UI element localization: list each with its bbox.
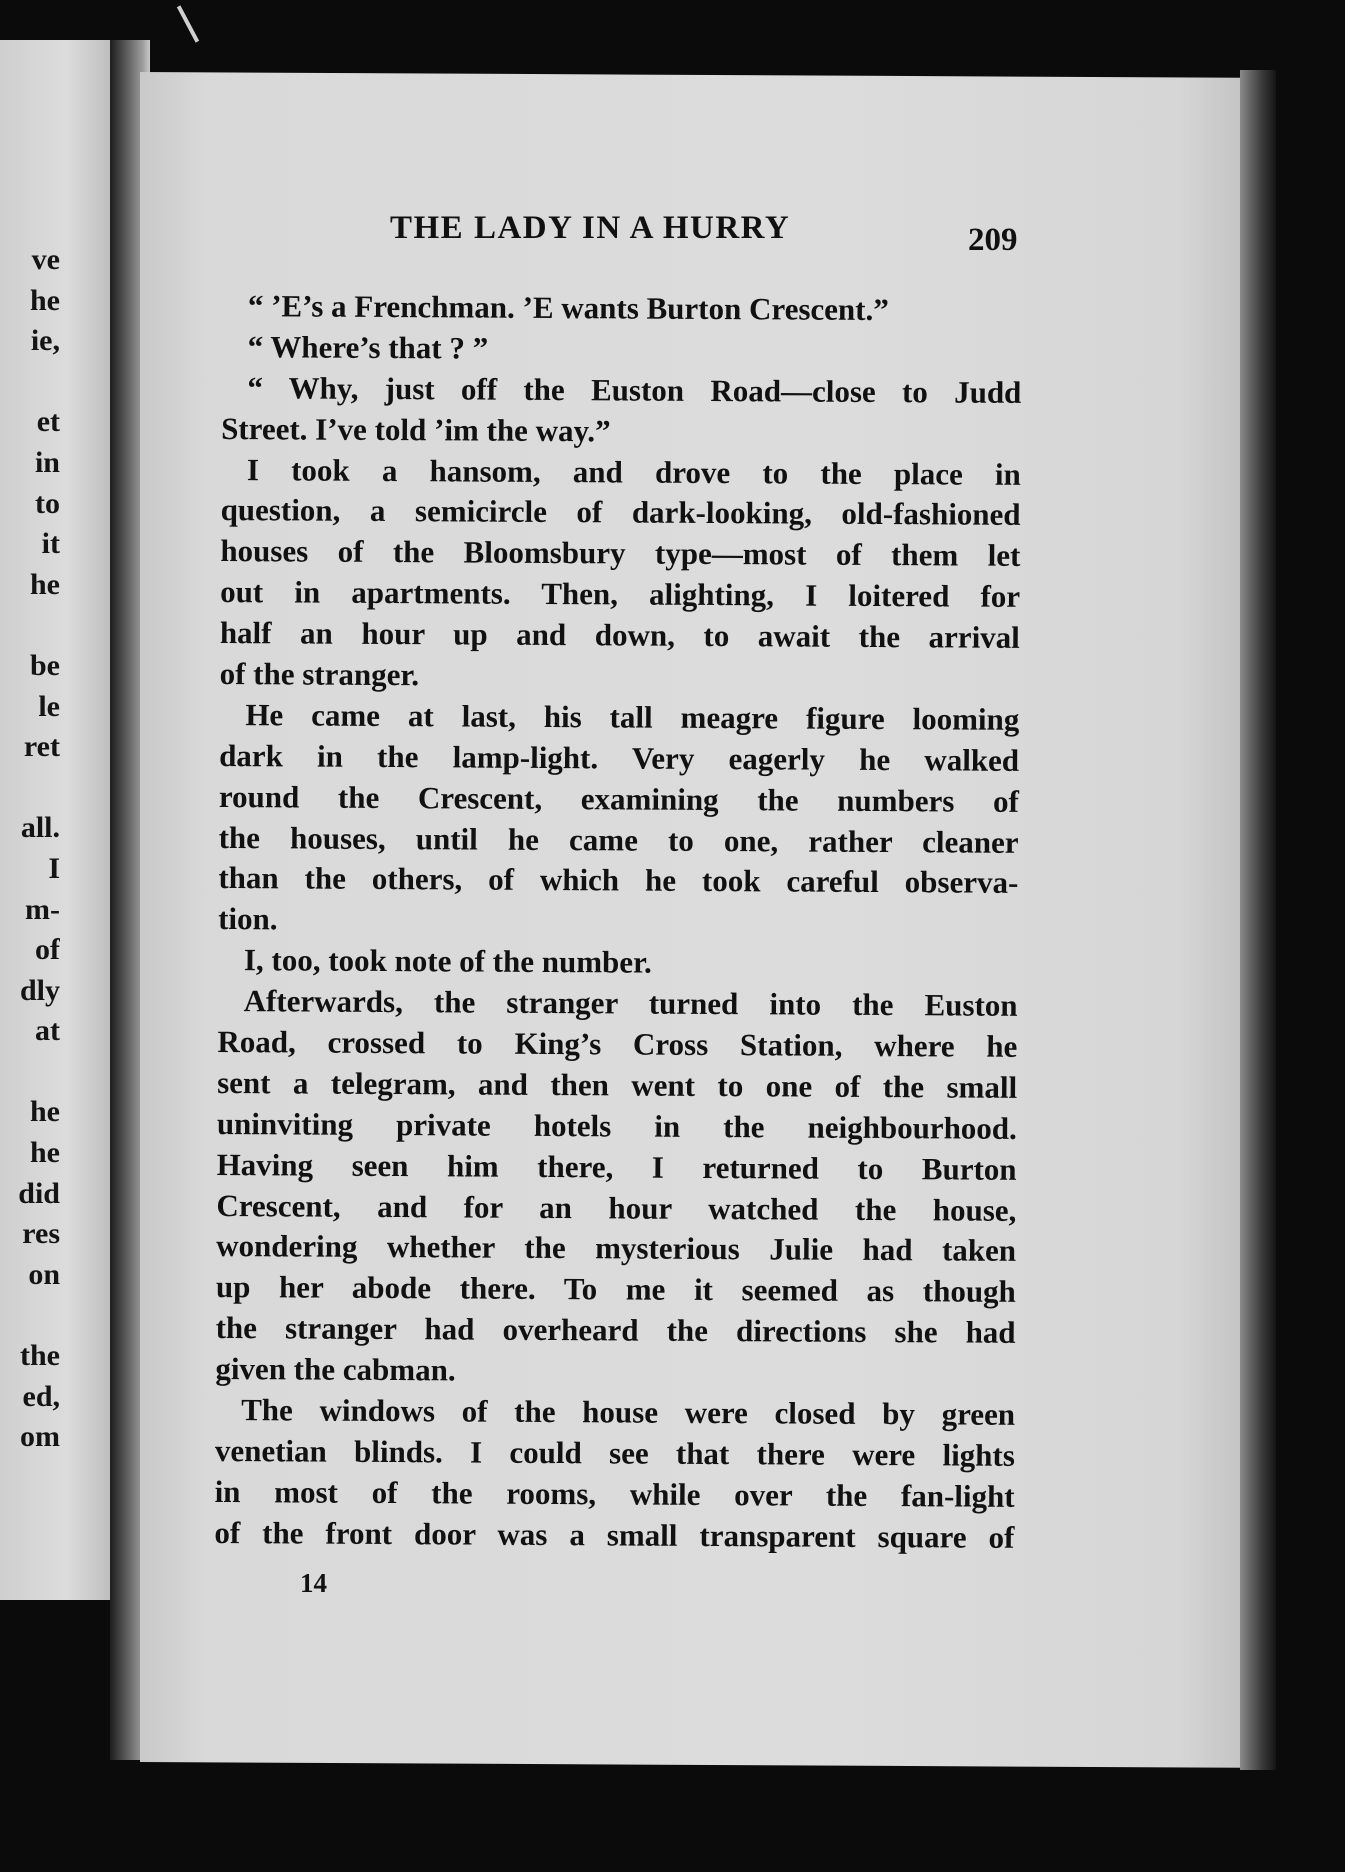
left-fragment	[0, 362, 60, 403]
running-head: THE LADY IN A HURRY	[390, 210, 791, 246]
text-line: in most of the rooms, while over the fan-light	[214, 1473, 1015, 1514]
text-line: given the cabman.	[215, 1351, 456, 1388]
left-fragment	[0, 605, 60, 646]
left-fragment: all.	[20, 811, 60, 845]
left-fragment: dly	[19, 973, 60, 1007]
text-line: of the stranger.	[219, 656, 420, 693]
text-line: “ Where’s that ? ”	[247, 329, 489, 366]
left-fragment: of	[35, 933, 60, 967]
left-fragment: ie,	[30, 324, 60, 358]
left-fragment	[0, 1052, 60, 1093]
text-line: up her abode there. To me it seemed as though	[215, 1269, 1016, 1310]
left-fragment: it	[41, 527, 60, 561]
text-line: Road, crossed to King’s Cross Station, where he	[217, 1024, 1018, 1064]
left-fragment: the	[20, 1339, 60, 1373]
text-line: houses of the Bloomsbury type—most of them let	[220, 533, 1021, 574]
left-fragment: he	[30, 1095, 60, 1129]
left-fragment: le	[38, 689, 60, 723]
text-line: Street. I’ve told ’im the way.”	[221, 410, 611, 449]
left-fragment: he	[30, 283, 60, 317]
left-fragment: at	[35, 1014, 60, 1048]
text-line: than the others, of which he took careful observa-	[218, 860, 1019, 901]
left-fragment: I	[48, 851, 60, 885]
text-line: of the front door was a small transparent square of	[214, 1514, 1015, 1555]
scan-mark	[177, 5, 199, 42]
left-fragment: he	[30, 1136, 60, 1170]
text-line: The windows of the house were closed by green	[241, 1392, 1016, 1432]
text-line: Crescent, and for an hour watched the house,	[216, 1187, 1017, 1228]
text-line: out in apartments. Then, alighting, I loitered for	[220, 574, 1021, 615]
left-fragment	[0, 768, 60, 809]
text-line: I, too, took note of the number.	[243, 942, 652, 980]
left-page-text-fragments	[0, 240, 60, 1458]
page-number: 209	[968, 222, 1018, 258]
text-line: tion.	[218, 901, 278, 937]
left-fragment: et	[36, 405, 60, 439]
text-line: dark in the lamp-light. Very eagerly he walked	[219, 737, 1020, 778]
left-fragment: to	[35, 486, 60, 520]
text-line: He came at last, his tall meagre figure looming	[245, 697, 1020, 737]
text-line: half an hour up and down, to await the arrival	[219, 615, 1020, 656]
text-line: “ Why, just off the Euston Road—close to Judd	[247, 369, 1022, 410]
text-line: the houses, until he came to one, rather cleaner	[218, 819, 1019, 860]
left-fragment: he	[30, 567, 60, 601]
left-fragment: on	[28, 1257, 60, 1291]
left-fragment: did	[18, 1176, 60, 1210]
text-line: the stranger had overheard the directions she had	[215, 1310, 1016, 1351]
signature-mark: 14	[300, 1568, 327, 1598]
text-line: round the Crescent, examining the numbers of	[218, 778, 1019, 819]
text-line: I took a hansom, and drove to the place in	[246, 451, 1021, 492]
text-line: Having seen him there, I returned to Burton	[216, 1146, 1017, 1187]
page-body-text	[214, 286, 1022, 1558]
left-fragment: ve	[31, 243, 60, 276]
text-line: venetian blinds. I could see that there were lights	[214, 1432, 1015, 1473]
left-fragment: ret	[23, 730, 60, 764]
text-line: question, a semicircle of dark-looking, old-fashioned	[220, 492, 1021, 533]
left-fragment: ed,	[22, 1379, 60, 1413]
left-fragment: m-	[25, 892, 60, 926]
text-line: wondering whether the mysterious Julie had taken	[216, 1228, 1017, 1269]
left-fragment: om	[20, 1420, 60, 1454]
text-line: Afterwards, the stranger turned into the Euston	[243, 983, 1018, 1024]
text-line: “ ’E’s a Frenchman. ’E wants Burton Crescent.”	[247, 288, 889, 328]
text-line: sent a telegram, and then went to one of the small	[217, 1064, 1018, 1105]
text-line: uninviting private hotels in the neighbourhood.	[216, 1105, 1017, 1146]
left-fragment: in	[34, 445, 60, 479]
left-fragment: be	[30, 648, 60, 682]
left-fragment	[0, 1295, 60, 1336]
left-fragment: res	[22, 1217, 60, 1251]
page-edge-shadow	[1240, 70, 1276, 1770]
